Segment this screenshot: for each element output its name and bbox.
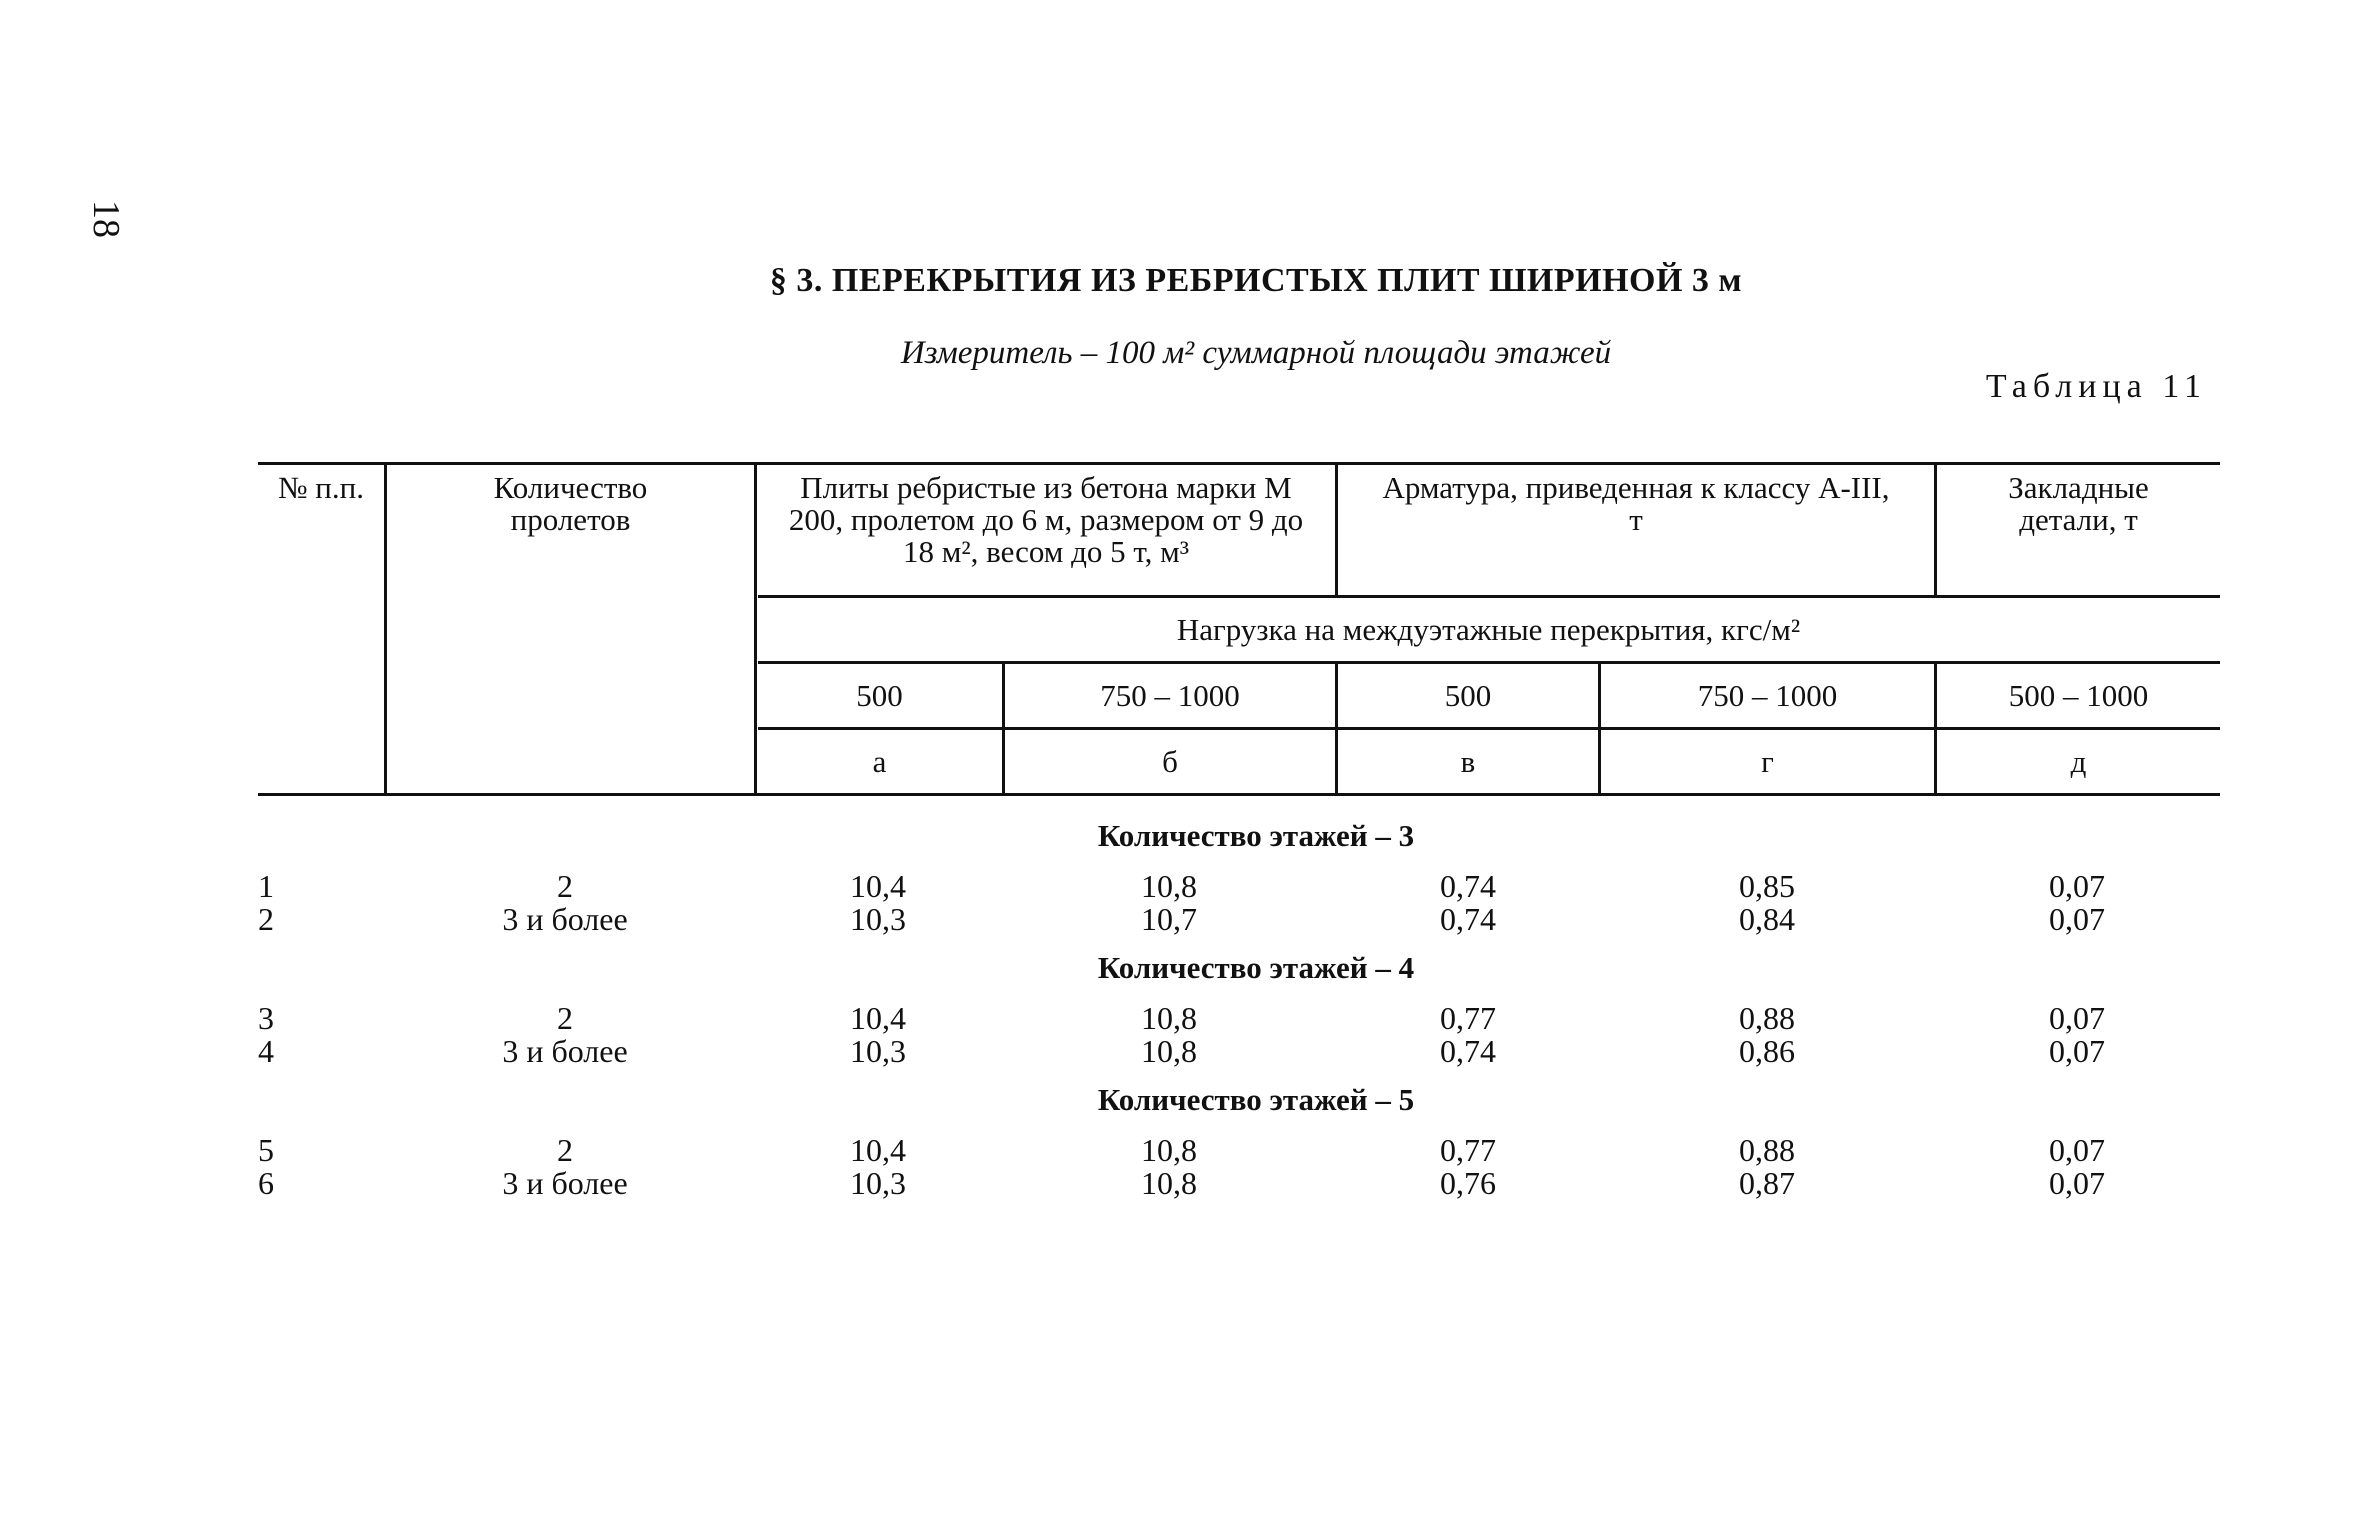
cell-g: 0,87: [1739, 1165, 1795, 1201]
cell-b: 10,8: [1141, 1165, 1197, 1201]
cell-spans: 2: [557, 1000, 573, 1036]
cell-a: 10,4: [850, 868, 906, 904]
header-plates: Плиты ребристые из бетона марки М 200, пролетом до 6 м, размером от 9 до 18 м², весом до 5 т, м³: [788, 470, 1304, 569]
header-rebar: Арматура, приведенная к классу А-III, т: [1382, 470, 1890, 537]
cell-g: 0,88: [1739, 1000, 1795, 1036]
cell-g: 0,86: [1739, 1033, 1795, 1069]
cell-d: 0,07: [2049, 1000, 2105, 1036]
cell-v: 0,74: [1440, 1033, 1496, 1069]
letter-d: д: [2070, 743, 2087, 779]
cell-number: 1: [258, 868, 274, 904]
load-b: 750 – 1000: [1100, 677, 1240, 713]
cell-number: 4: [258, 1033, 274, 1069]
header-embedded: Закладные детали, т: [2008, 470, 2149, 537]
cell-spans: 3 и более: [502, 901, 628, 937]
cell-v: 0,74: [1440, 901, 1496, 937]
cell-g: 0,84: [1739, 901, 1795, 937]
letter-g: г: [1761, 743, 1774, 779]
load-g: 750 – 1000: [1697, 677, 1838, 713]
group-title: Количество этажей – 4: [1097, 950, 1415, 985]
cell-b: 10,8: [1141, 868, 1197, 904]
table-header: [258, 462, 2220, 796]
cell-number: 3: [258, 1000, 274, 1036]
cell-number: 6: [258, 1165, 274, 1201]
cell-spans: 3 и более: [502, 1165, 628, 1201]
header-number: № п.п.: [277, 470, 364, 505]
section-title: § 3. ПЕРЕКРЫТИЯ ИЗ РЕБРИСТЫХ ПЛИТ ШИРИНОЙ 3 м: [769, 262, 1743, 299]
measure-unit: Измеритель – 100 м² суммарной площади этажей: [900, 335, 1612, 371]
cell-spans: 2: [557, 868, 573, 904]
cell-b: 10,8: [1141, 1000, 1197, 1036]
table-row: [0, 901, 2362, 937]
cell-v: 0,77: [1440, 1132, 1496, 1168]
cell-number: 5: [258, 1132, 274, 1168]
table-row: [0, 1132, 2362, 1168]
letter-a: а: [872, 743, 887, 779]
cell-g: 0,88: [1739, 1132, 1795, 1168]
cell-d: 0,07: [2049, 1132, 2105, 1168]
cell-d: 0,07: [2049, 1165, 2105, 1201]
cell-spans: 3 и более: [502, 1033, 628, 1069]
cell-a: 10,4: [850, 1000, 906, 1036]
table-row: [0, 1033, 2362, 1069]
cell-a: 10,4: [850, 1132, 906, 1168]
cell-b: 10,8: [1141, 1132, 1197, 1168]
load-a: 500: [856, 677, 903, 713]
header-spans: Количество пролетов: [493, 470, 648, 537]
page-number: 18: [85, 200, 127, 238]
load-d: 500 – 1000: [2008, 677, 2149, 713]
cell-v: 0,76: [1440, 1165, 1496, 1201]
table-row: [0, 1000, 2362, 1036]
table-row: [0, 868, 2362, 904]
cell-v: 0,74: [1440, 868, 1496, 904]
letter-v: в: [1460, 743, 1476, 779]
cell-number: 2: [258, 901, 274, 937]
cell-b: 10,8: [1141, 1033, 1197, 1069]
cell-a: 10,3: [850, 901, 906, 937]
table-row: [0, 1165, 2362, 1201]
header-load: Нагрузка на междуэтажные перекрытия, кгс/м²: [1176, 611, 1801, 647]
cell-d: 0,07: [2049, 901, 2105, 937]
cell-v: 0,77: [1440, 1000, 1496, 1036]
cell-a: 10,3: [850, 1165, 906, 1201]
cell-b: 10,7: [1141, 901, 1197, 937]
group-title: Количество этажей – 3: [1097, 818, 1415, 853]
cell-g: 0,85: [1739, 868, 1795, 904]
group-title: Количество этажей – 5: [1097, 1082, 1415, 1117]
letter-b: б: [1162, 743, 1178, 779]
load-v: 500: [1444, 677, 1492, 713]
cell-d: 0,07: [2049, 1033, 2105, 1069]
cell-a: 10,3: [850, 1033, 906, 1069]
cell-spans: 2: [557, 1132, 573, 1168]
cell-d: 0,07: [2049, 868, 2105, 904]
table-label: Таблица 11: [1985, 368, 2207, 405]
